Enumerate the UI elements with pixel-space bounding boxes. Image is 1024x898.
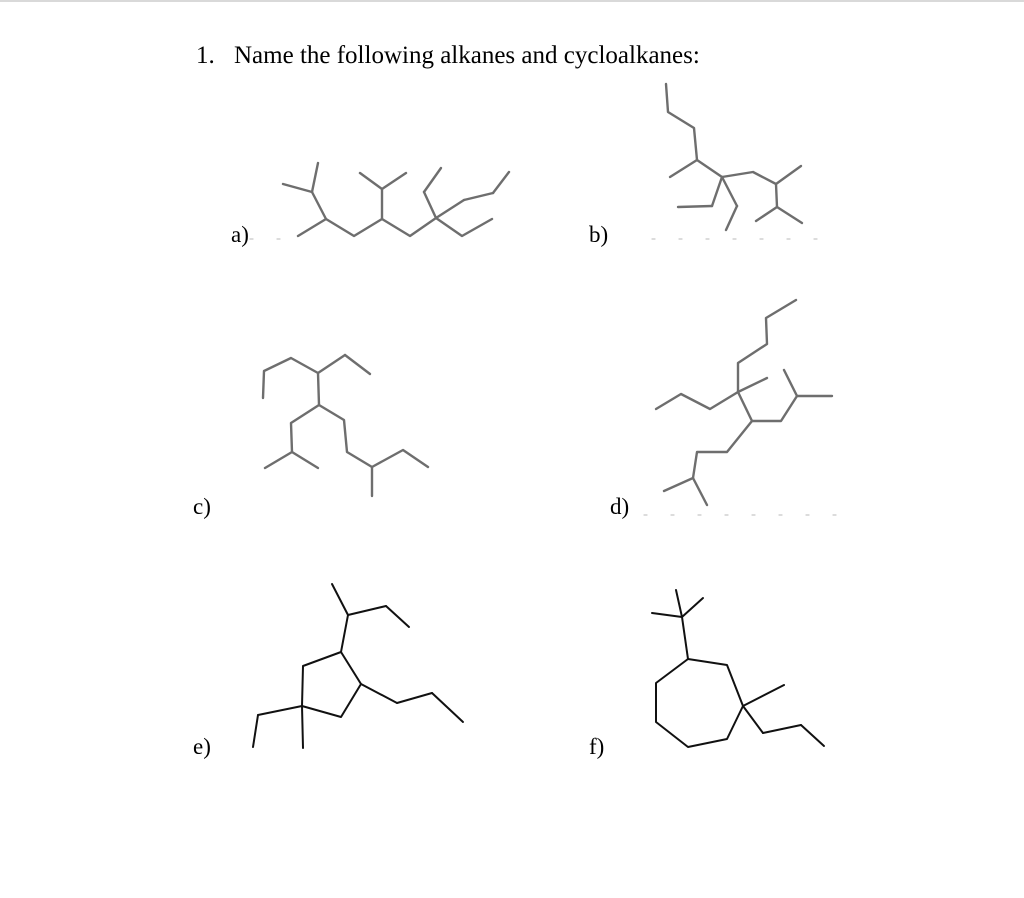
part-c-label: c) [193,494,211,519]
structure-a [250,163,509,239]
part-e-label: e) [193,734,211,759]
part-b-label: b) [589,222,609,247]
question-number: 1. [196,42,215,69]
question-text: Name the following alkanes and cycloalkanes: [234,42,700,69]
structure-f [652,590,824,747]
part-d-label: d) [610,494,630,519]
structure-c [263,355,428,496]
structure-e [253,584,463,748]
part-a-label: a) [231,222,249,247]
structure-b [652,84,828,239]
part-f-label: f) [589,734,605,759]
structure-d [644,300,860,515]
